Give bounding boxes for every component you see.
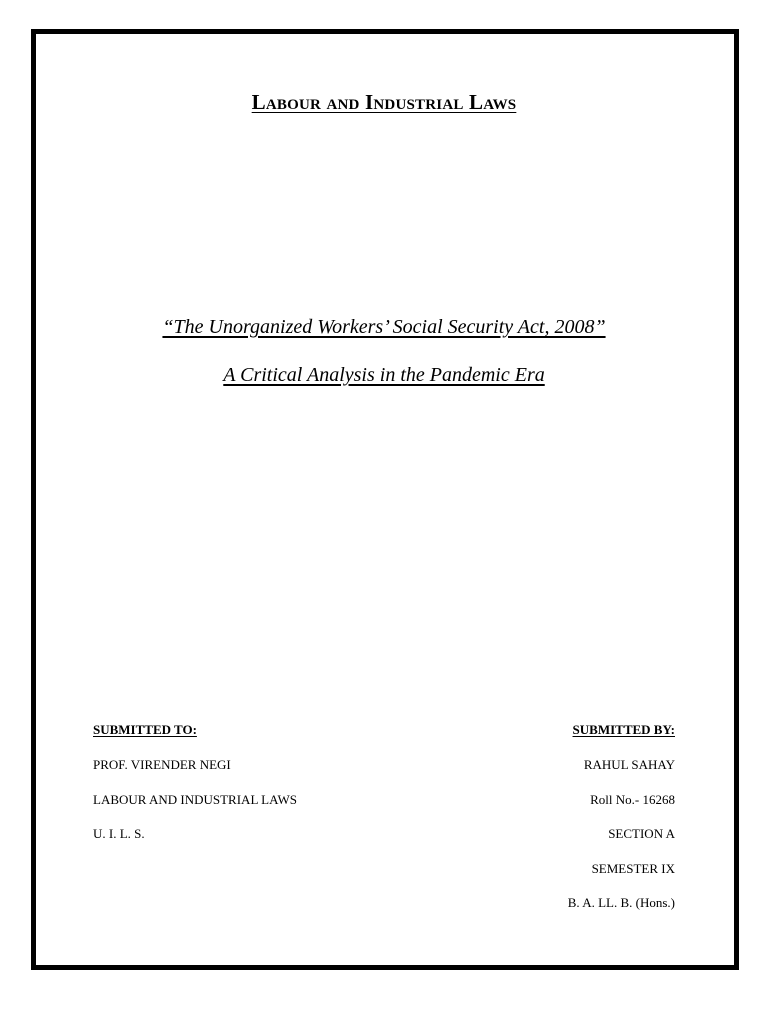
submitted-by-heading: SUBMITTED BY: bbox=[572, 722, 675, 737]
submitted-to-heading: SUBMITTED TO: bbox=[93, 722, 197, 737]
submitted-by-block bbox=[568, 722, 675, 930]
submitted-by-name: RAHUL SAHAY bbox=[583, 757, 675, 772]
submitted-by-degree: B. A. LL. B. (Hons.) bbox=[567, 895, 675, 910]
course-title-text: Labour and Industrial Laws bbox=[251, 90, 517, 114]
submitted-by-roll: Roll No.- 16268 bbox=[590, 791, 675, 807]
submitted-to-block bbox=[93, 722, 297, 861]
submitted-to-name: PROF. VIRENDER NEGI bbox=[93, 757, 231, 772]
course-title bbox=[0, 90, 768, 115]
topic-subtitle: A Critical Analysis in the Pandemic Era bbox=[223, 364, 545, 386]
submitted-to-institute: U. I. L. S. bbox=[93, 826, 145, 841]
topic-title: “The Unorganized Workers’ Social Security Act, 2008” bbox=[162, 316, 606, 338]
submitted-by-section: SECTION A bbox=[608, 826, 675, 841]
submitted-by-semester: SEMESTER IX bbox=[591, 860, 675, 876]
submitted-to-subject: LABOUR AND INDUSTRIAL LAWS bbox=[93, 791, 297, 807]
